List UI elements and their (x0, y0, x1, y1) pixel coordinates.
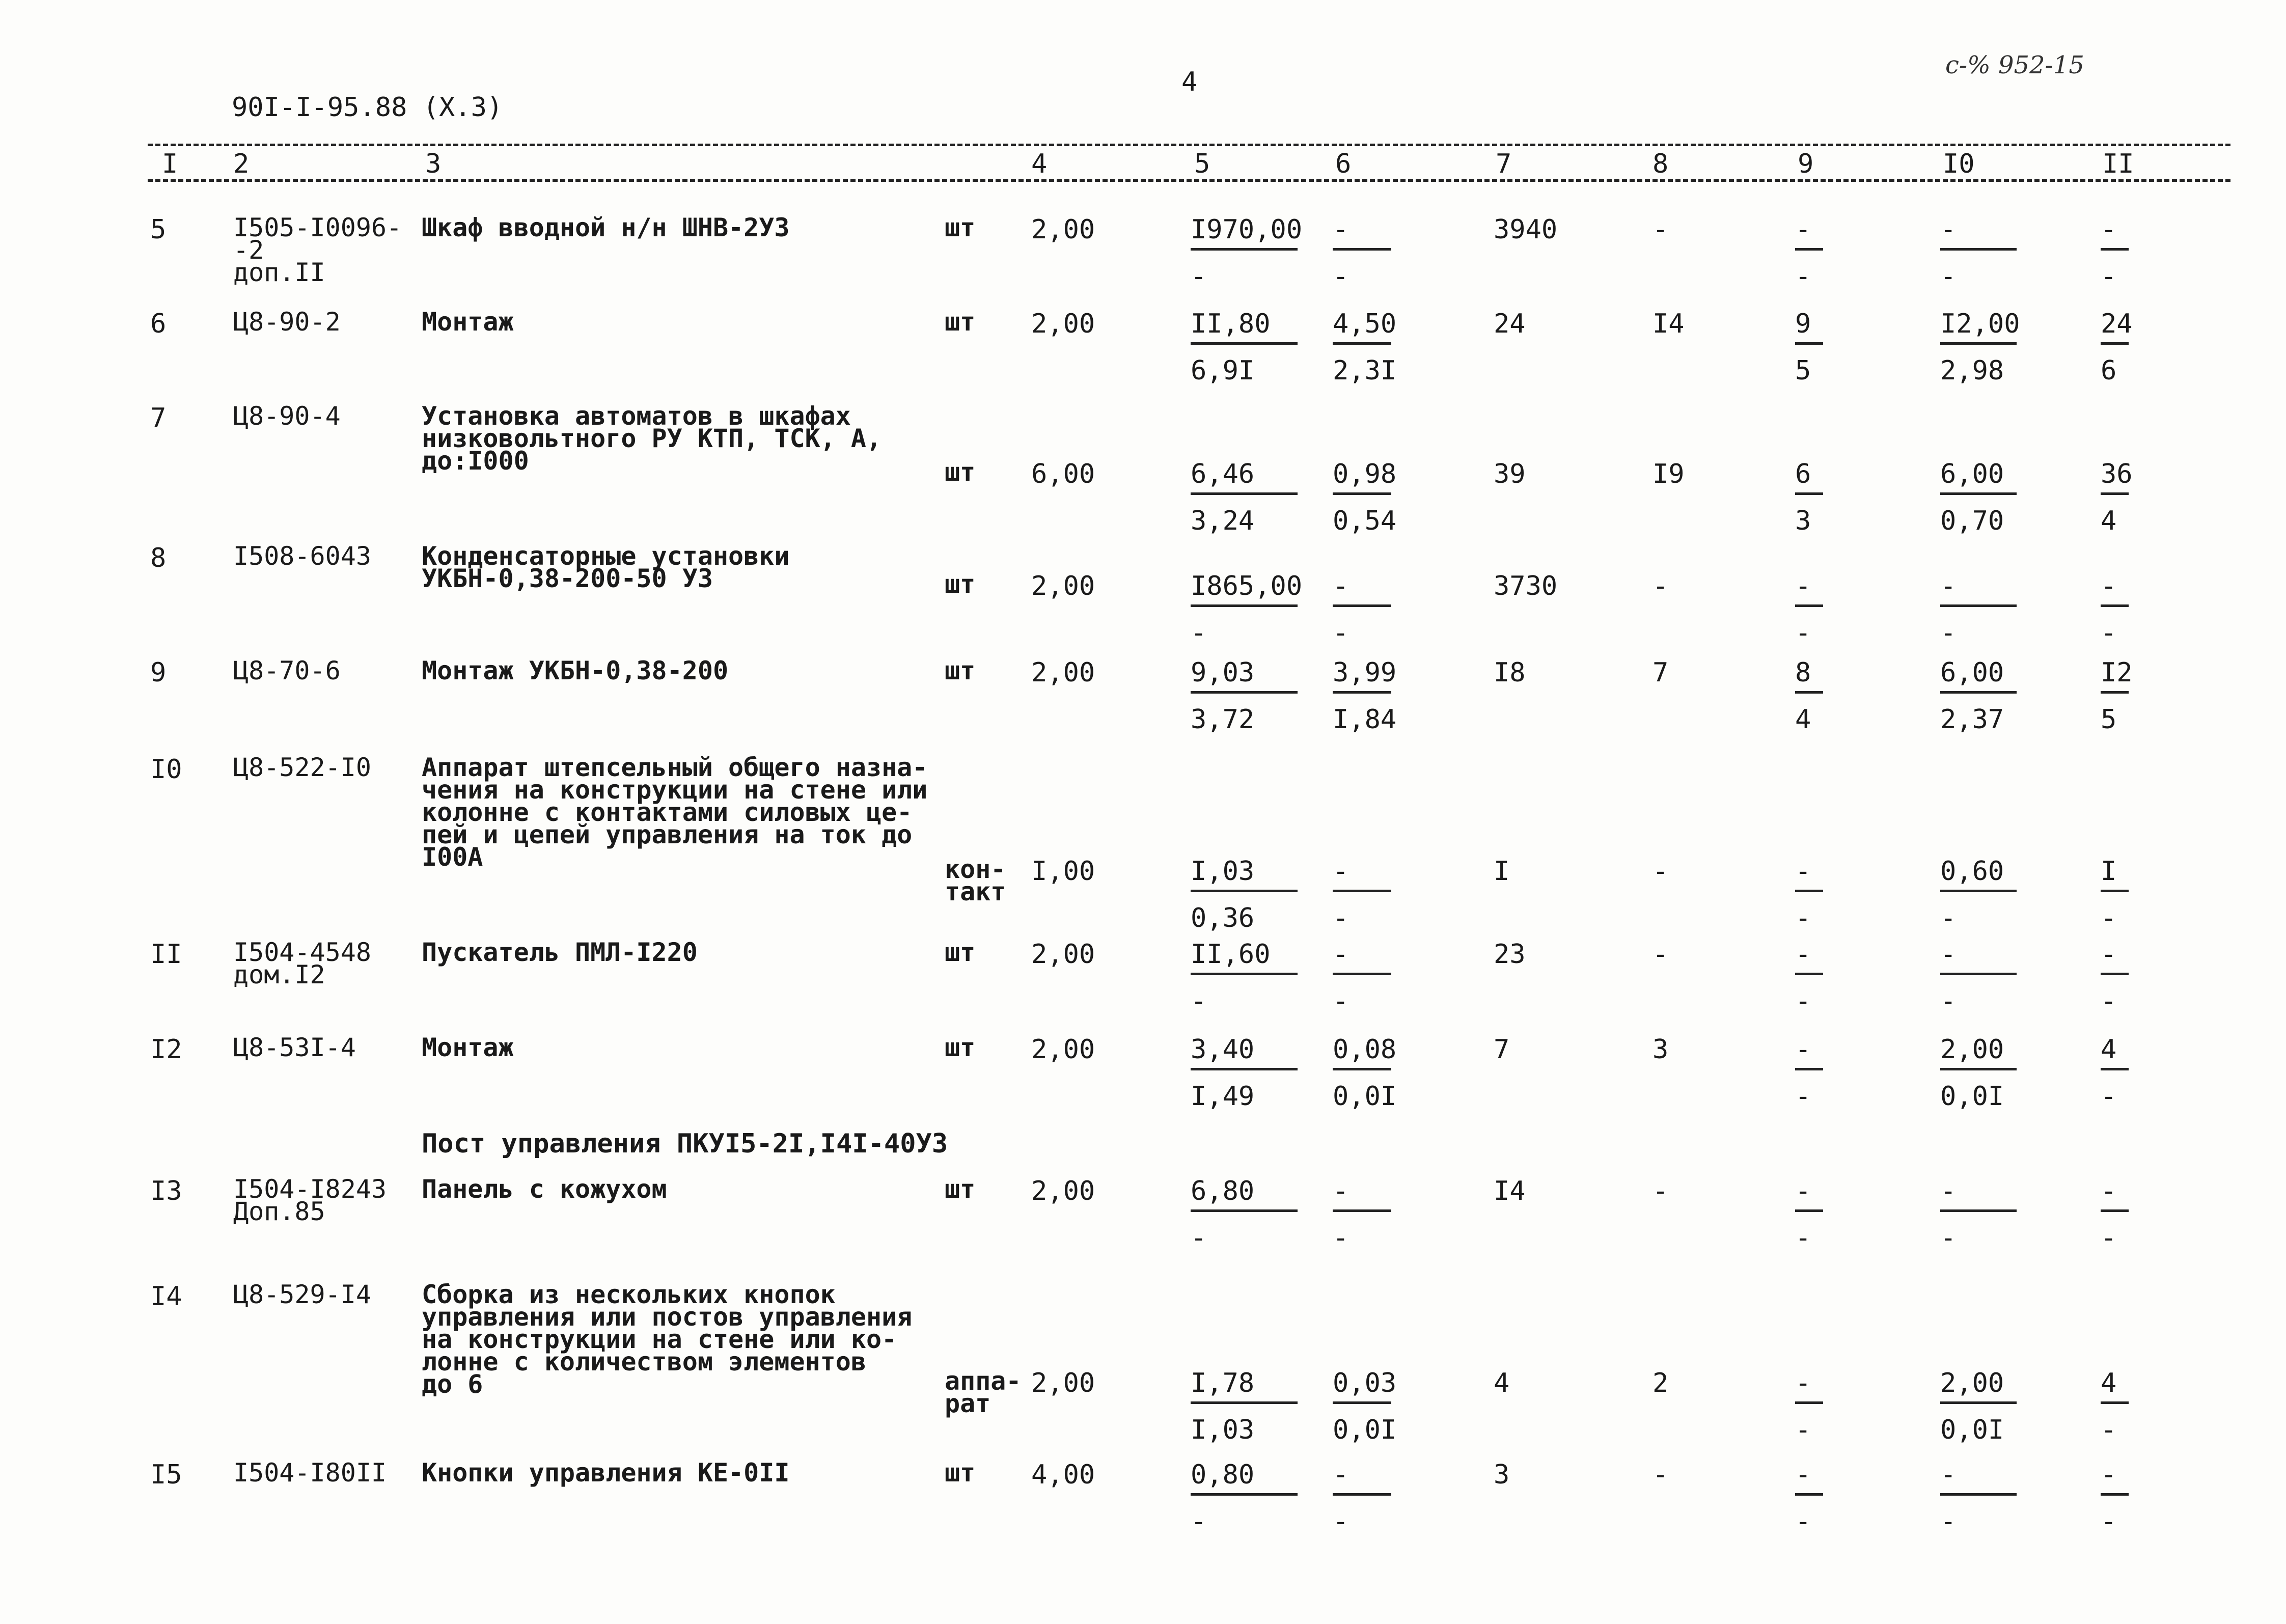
row-number: I2 (150, 1034, 182, 1065)
row-col7: 24 (1494, 309, 1526, 339)
row-c11-bottom: - (2101, 1415, 2117, 1445)
row-c5-top: I,78 (1191, 1368, 1255, 1398)
row-c5-bottom: - (1191, 1506, 1207, 1537)
row-c9-bottom: - (1795, 1506, 1811, 1537)
row-c9-bottom: - (1795, 1223, 1811, 1253)
row-c11-bottom: - (2101, 261, 2117, 292)
row-c5-bottom: I,03 (1191, 1415, 1255, 1445)
row-code: I504-I8243 (233, 1174, 387, 1204)
row-c5-fraction-line (1191, 1068, 1298, 1070)
row-c10-fraction-line (1940, 248, 2017, 251)
row-c9-fraction-line (1795, 973, 1823, 975)
row-number: I4 (150, 1281, 182, 1312)
row-c11-top: - (2101, 939, 2117, 970)
row-col7: 7 (1494, 1034, 1510, 1065)
row-c9-bottom: 5 (1795, 355, 1811, 386)
row-c11-bottom: 6 (2101, 355, 2117, 386)
row-c10-fraction-line (1940, 890, 2017, 892)
row-c9-fraction-line (1795, 248, 1823, 251)
row-c6-top: - (1333, 939, 1349, 970)
row-c6-bottom: 0,0I (1333, 1081, 1397, 1112)
column-header-4: 4 (1031, 149, 1048, 179)
row-c9-top: - (1795, 1176, 1811, 1206)
row-c10-top: 2,00 (1940, 1034, 2004, 1065)
header-rule-top (148, 144, 2230, 146)
row-c5-bottom: 6,9I (1191, 355, 1255, 386)
row-code: Ц8-90-2 (233, 307, 341, 337)
row-quantity: 4,00 (1031, 1460, 1095, 1490)
row-quantity: 2,00 (1031, 1176, 1095, 1206)
row-c9-fraction-line (1795, 890, 1823, 892)
row-number: 6 (150, 309, 167, 339)
row-col8: - (1652, 1176, 1669, 1206)
row-c11-fraction-line (2101, 973, 2129, 975)
row-code: Ц8-90-4 (233, 401, 341, 431)
row-name: до 6 (422, 1369, 483, 1399)
row-c11-top: 36 (2101, 459, 2133, 489)
row-col8: I4 (1652, 309, 1685, 339)
row-quantity: I,00 (1031, 856, 1095, 887)
row-c10-top: - (1940, 1460, 1957, 1490)
row-unit: шт (945, 938, 976, 967)
row-c5-top: 6,46 (1191, 459, 1255, 489)
section-heading: Пост управления ПКУI5-2I,I4I-40УЗ (422, 1128, 948, 1159)
row-c9-bottom: - (1795, 1081, 1811, 1112)
row-c6-top: 0,98 (1333, 459, 1397, 489)
column-header-8: 8 (1652, 149, 1669, 179)
row-col8: 2 (1652, 1368, 1669, 1398)
row-name: чения на конструкции на стене или (422, 775, 928, 805)
row-c9-fraction-line (1795, 1209, 1823, 1212)
row-unit: шт (945, 1458, 976, 1488)
row-c5-bottom: 3,24 (1191, 506, 1255, 536)
row-quantity: 2,00 (1031, 1034, 1095, 1065)
row-c5-bottom: - (1191, 261, 1207, 292)
row-c9-bottom: - (1795, 618, 1811, 648)
row-number: I0 (150, 754, 182, 785)
row-c11-fraction-line (2101, 342, 2129, 345)
row-col7: 3 (1494, 1460, 1510, 1490)
row-c10-bottom: 0,70 (1940, 506, 2004, 536)
row-c6-bottom: - (1333, 261, 1349, 292)
row-c10-bottom: - (1940, 903, 1957, 933)
row-c9-fraction-line (1795, 691, 1823, 694)
row-col8: I9 (1652, 459, 1685, 489)
row-unit: кон- такт (945, 855, 1006, 906)
row-c6-bottom: - (1333, 1223, 1349, 1253)
row-code: доп.II (233, 258, 325, 287)
row-c11-bottom: - (2101, 1223, 2117, 1253)
row-c11-fraction-line (2101, 1068, 2129, 1070)
row-c9-top: - (1795, 571, 1811, 601)
row-name: до:I000 (422, 446, 529, 476)
row-unit: шт (945, 1174, 976, 1204)
row-c9-fraction-line (1795, 342, 1823, 345)
row-c6-top: 0,03 (1333, 1368, 1397, 1398)
row-c6-top: 4,50 (1333, 309, 1397, 339)
row-c6-bottom: 2,3I (1333, 355, 1397, 386)
row-c10-bottom: 0,0I (1940, 1415, 2004, 1445)
row-c6-fraction-line (1333, 604, 1391, 607)
row-c10-fraction-line (1940, 1493, 2017, 1496)
row-c5-fraction-line (1191, 1493, 1298, 1496)
row-name: Пускатель ПМЛ-I220 (422, 938, 698, 967)
row-c5-bottom: - (1191, 618, 1207, 648)
row-c6-bottom: 0,0I (1333, 1415, 1397, 1445)
row-c5-bottom: 0,36 (1191, 903, 1255, 933)
row-c5-fraction-line (1191, 890, 1298, 892)
row-name: Установка автоматов в шкафах (422, 401, 851, 431)
column-header-6: 6 (1335, 149, 1352, 179)
row-c5-top: 3,40 (1191, 1034, 1255, 1065)
handwritten-stamp: с-% 952-15 (1945, 51, 2084, 79)
row-c9-bottom: 3 (1795, 506, 1811, 536)
row-c11-bottom: - (2101, 986, 2117, 1016)
row-c9-bottom: 4 (1795, 704, 1811, 735)
row-c9-bottom: - (1795, 986, 1811, 1016)
row-c10-fraction-line (1940, 691, 2017, 694)
row-name: УКБН-0,38-200-50 УЗ (422, 564, 713, 593)
row-col7: I4 (1494, 1176, 1526, 1206)
row-name: низковольтного РУ КТП, ТСК, А, (422, 424, 882, 453)
row-c5-top: II,60 (1191, 939, 1271, 970)
row-c11-top: I2 (2101, 657, 2133, 688)
row-c11-top: 4 (2101, 1034, 2117, 1065)
row-name: Монтаж (422, 1033, 514, 1062)
row-number: 9 (150, 657, 167, 688)
row-unit: шт (945, 656, 976, 685)
row-unit: шт (945, 457, 976, 487)
row-c11-top: 24 (2101, 309, 2133, 339)
row-c11-top: I (2101, 856, 2117, 887)
row-c5-top: I970,00 (1191, 214, 1303, 245)
row-code: дом.I2 (233, 960, 325, 989)
row-c6-top: - (1333, 1176, 1349, 1206)
column-header-1: I (162, 149, 178, 179)
row-unit: аппа- рат (945, 1366, 1022, 1418)
row-col8: - (1652, 571, 1669, 601)
row-unit: шт (945, 213, 976, 242)
row-col8: 7 (1652, 657, 1669, 688)
page-number: 4 (1181, 67, 1198, 97)
row-c11-fraction-line (2101, 691, 2129, 694)
row-c5-top: 9,03 (1191, 657, 1255, 688)
row-c11-fraction-line (2101, 248, 2129, 251)
row-code: I504-I80II (233, 1458, 387, 1488)
row-quantity: 6,00 (1031, 459, 1095, 489)
row-c9-top: - (1795, 1368, 1811, 1398)
row-quantity: 2,00 (1031, 571, 1095, 601)
row-c9-top: 6 (1795, 459, 1811, 489)
row-code: Ц8-53I-4 (233, 1033, 356, 1062)
row-quantity: 2,00 (1031, 939, 1095, 970)
row-c11-fraction-line (2101, 1493, 2129, 1496)
row-c11-bottom: 4 (2101, 506, 2117, 536)
row-c10-fraction-line (1940, 492, 2017, 495)
row-c10-fraction-line (1940, 604, 2017, 607)
row-col8: - (1652, 1460, 1669, 1490)
row-unit: шт (945, 569, 976, 599)
row-c5-bottom: 3,72 (1191, 704, 1255, 735)
row-name: Сборка из нескольких кнопок (422, 1280, 836, 1309)
row-c9-top: - (1795, 856, 1811, 887)
column-header-2: 2 (233, 149, 250, 179)
row-name: на конструкции на стене или ко- (422, 1325, 897, 1354)
row-c10-top: 0,60 (1940, 856, 2004, 887)
row-col7: 4 (1494, 1368, 1510, 1398)
row-c11-top: 4 (2101, 1368, 2117, 1398)
row-c6-fraction-line (1333, 691, 1391, 694)
row-c9-top: - (1795, 939, 1811, 970)
row-c5-top: I,03 (1191, 856, 1255, 887)
row-number: 5 (150, 214, 167, 245)
row-c5-fraction-line (1191, 691, 1298, 694)
document-code: 90I-I-95.88 (X.3) (232, 92, 503, 123)
row-code: Ц8-70-6 (233, 656, 341, 685)
row-name: Аппарат штепсельный общего назна- (422, 753, 928, 782)
row-c6-bottom: - (1333, 903, 1349, 933)
column-header-10: I0 (1943, 149, 1975, 179)
column-header-5: 5 (1194, 149, 1210, 179)
row-quantity: 2,00 (1031, 309, 1095, 339)
row-code: Доп.85 (233, 1197, 325, 1226)
row-c10-top: I2,00 (1940, 309, 2020, 339)
row-c11-fraction-line (2101, 1209, 2129, 1212)
column-header-11: II (2102, 149, 2134, 179)
row-code: Ц8-529-I4 (233, 1280, 371, 1309)
row-c5-fraction-line (1191, 973, 1298, 975)
row-code: I505-I0096- (233, 213, 402, 242)
row-c11-top: - (2101, 571, 2117, 601)
row-c11-bottom: 5 (2101, 704, 2117, 735)
row-c10-top: 2,00 (1940, 1368, 2004, 1398)
row-c10-fraction-line (1940, 1068, 2017, 1070)
row-code: -2 (233, 235, 264, 265)
row-c11-top: - (2101, 1460, 2117, 1490)
row-name: управления или постов управления (422, 1302, 913, 1332)
row-c5-fraction-line (1191, 1401, 1298, 1404)
row-c5-fraction-line (1191, 604, 1298, 607)
row-c9-fraction-line (1795, 1068, 1823, 1070)
row-c6-bottom: I,84 (1333, 704, 1397, 735)
row-unit: шт (945, 307, 976, 337)
row-c6-fraction-line (1333, 1401, 1391, 1404)
row-c6-top: - (1333, 856, 1349, 887)
row-c10-bottom: - (1940, 618, 1957, 648)
header-rule-bottom (148, 179, 2230, 182)
row-quantity: 2,00 (1031, 657, 1095, 688)
row-c11-fraction-line (2101, 1401, 2129, 1404)
row-code: I504-4548 (233, 938, 371, 967)
row-c6-fraction-line (1333, 248, 1391, 251)
row-number: I5 (150, 1460, 182, 1490)
row-name: Панель с кожухом (422, 1174, 667, 1204)
row-c6-top: 3,99 (1333, 657, 1397, 688)
row-c6-top: - (1333, 214, 1349, 245)
row-name: I00А (422, 842, 483, 872)
row-c9-top: - (1795, 1460, 1811, 1490)
column-header-7: 7 (1496, 149, 1512, 179)
row-c11-bottom: - (2101, 618, 2117, 648)
row-c10-top: - (1940, 939, 1957, 970)
row-c11-fraction-line (2101, 492, 2129, 495)
column-header-9: 9 (1798, 149, 1814, 179)
row-c9-top: 9 (1795, 309, 1811, 339)
row-name: Шкаф вводной н/н ШНВ-2УЗ (422, 213, 790, 242)
row-c6-bottom: - (1333, 986, 1349, 1016)
row-col7: 39 (1494, 459, 1526, 489)
row-c6-top: - (1333, 571, 1349, 601)
row-c6-top: - (1333, 1460, 1349, 1490)
row-c5-fraction-line (1191, 248, 1298, 251)
row-name: Конденсаторные установки (422, 541, 790, 571)
row-c10-fraction-line (1940, 342, 2017, 345)
row-c10-bottom: - (1940, 1223, 1957, 1253)
row-c10-bottom: 2,98 (1940, 355, 2004, 386)
row-c6-bottom: - (1333, 1506, 1349, 1537)
row-c9-fraction-line (1795, 1401, 1823, 1404)
row-c6-fraction-line (1333, 342, 1391, 345)
row-number: 8 (150, 543, 167, 573)
row-c6-top: 0,08 (1333, 1034, 1397, 1065)
row-c10-fraction-line (1940, 1401, 2017, 1404)
row-c10-top: - (1940, 214, 1957, 245)
row-c5-fraction-line (1191, 492, 1298, 495)
row-c10-fraction-line (1940, 1209, 2017, 1212)
row-c5-top: 6,80 (1191, 1176, 1255, 1206)
row-c10-bottom: - (1940, 986, 1957, 1016)
row-name: лонне с количеством элементов (422, 1347, 866, 1377)
row-c10-fraction-line (1940, 973, 2017, 975)
row-name: Кнопки управления КЕ-0II (422, 1458, 790, 1488)
row-c5-top: II,80 (1191, 309, 1271, 339)
row-quantity: 2,00 (1031, 214, 1095, 245)
row-quantity: 2,00 (1031, 1368, 1095, 1398)
row-col8: 3 (1652, 1034, 1669, 1065)
row-code: I508-6043 (233, 541, 371, 571)
row-c11-fraction-line (2101, 604, 2129, 607)
row-name: Монтаж (422, 307, 514, 337)
row-c11-fraction-line (2101, 890, 2129, 892)
row-c11-bottom: - (2101, 1081, 2117, 1112)
row-c5-bottom: - (1191, 1223, 1207, 1253)
row-c5-fraction-line (1191, 1209, 1298, 1212)
row-c9-fraction-line (1795, 492, 1823, 495)
row-c6-fraction-line (1333, 1068, 1391, 1070)
row-c6-fraction-line (1333, 890, 1391, 892)
row-c5-top: I865,00 (1191, 571, 1303, 601)
row-col8: - (1652, 214, 1669, 245)
row-c6-fraction-line (1333, 973, 1391, 975)
row-c9-bottom: - (1795, 261, 1811, 292)
row-c10-top: 6,00 (1940, 657, 2004, 688)
row-c6-fraction-line (1333, 492, 1391, 495)
row-c6-bottom: - (1333, 618, 1349, 648)
row-c10-top: - (1940, 1176, 1957, 1206)
row-c5-bottom: - (1191, 986, 1207, 1016)
row-c5-bottom: I,49 (1191, 1081, 1255, 1112)
row-col7: 23 (1494, 939, 1526, 970)
row-col8: - (1652, 939, 1669, 970)
row-name: колонне с контактами силовых це- (422, 797, 913, 827)
row-c11-top: - (2101, 1176, 2117, 1206)
row-col7: 3730 (1494, 571, 1558, 601)
row-c10-bottom: - (1940, 261, 1957, 292)
row-c10-bottom: 2,37 (1940, 704, 2004, 735)
row-c6-fraction-line (1333, 1493, 1391, 1496)
row-c5-fraction-line (1191, 342, 1298, 345)
row-code: Ц8-522-I0 (233, 753, 371, 782)
row-name: пей и цепей управления на ток до (422, 820, 913, 849)
row-c10-top: - (1940, 571, 1957, 601)
row-c5-top: 0,80 (1191, 1460, 1255, 1490)
row-c9-bottom: - (1795, 903, 1811, 933)
row-c9-top: - (1795, 1034, 1811, 1065)
column-header-3: 3 (425, 149, 442, 179)
row-c9-bottom: - (1795, 1415, 1811, 1445)
row-c11-bottom: - (2101, 1506, 2117, 1537)
row-c10-bottom: - (1940, 1506, 1957, 1537)
row-c10-bottom: 0,0I (1940, 1081, 2004, 1112)
row-c9-top: - (1795, 214, 1811, 245)
row-number: I3 (150, 1176, 182, 1206)
row-c11-bottom: - (2101, 903, 2117, 933)
row-unit: шт (945, 1033, 976, 1062)
row-col8: - (1652, 856, 1669, 887)
row-c9-fraction-line (1795, 604, 1823, 607)
row-name: Монтаж УКБН-0,38-200 (422, 656, 729, 685)
row-c9-fraction-line (1795, 1493, 1823, 1496)
row-col7: 3940 (1494, 214, 1558, 245)
row-number: II (150, 939, 182, 970)
row-c9-top: 8 (1795, 657, 1811, 688)
row-col7: I8 (1494, 657, 1526, 688)
row-c6-fraction-line (1333, 1209, 1391, 1212)
row-number: 7 (150, 403, 167, 433)
row-c6-bottom: 0,54 (1333, 506, 1397, 536)
row-col7: I (1494, 856, 1510, 887)
row-c10-top: 6,00 (1940, 459, 2004, 489)
row-c11-top: - (2101, 214, 2117, 245)
